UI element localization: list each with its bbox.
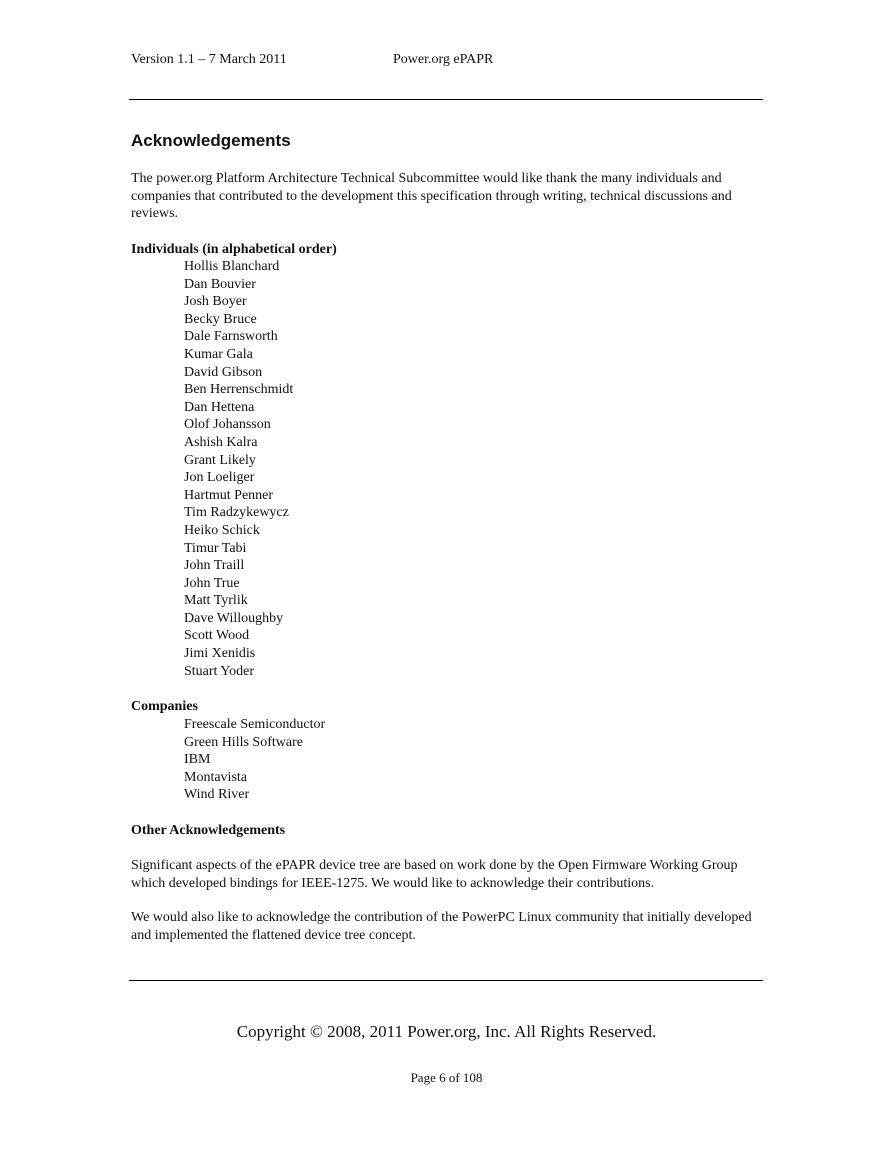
companies-list [184, 716, 325, 804]
individuals-heading: Individuals (in alphabetical order) [131, 242, 337, 257]
list-item: Montavista [184, 769, 247, 785]
footer-rule [129, 980, 763, 981]
other-paragraph-2: We would also like to acknowledge the contribution of the PowerPC Linux community that initially developed and implemented the flattened device tree concept. [131, 910, 752, 943]
intro-paragraph: The power.org Platform Architecture Technical Subcommittee would like thank the many individuals and companies that contributed to the development this specification through writing, technical discussions and reviews. [131, 171, 732, 222]
list-item: Green Hills Software [184, 734, 303, 750]
list-item: Hollis Blanchard [184, 259, 280, 274]
list-item: John Traill [184, 558, 245, 574]
list-item: Stuart Yoder [184, 663, 255, 679]
list-item: Matt Tyrlik [184, 593, 248, 609]
page-number: Page 6 of 108 [410, 1070, 483, 1085]
list-item: David Gibson [184, 364, 263, 380]
list-item: Timur Tabi [184, 540, 247, 556]
list-item: Dan Bouvier [184, 276, 256, 292]
list-item: Dave Willoughby [184, 610, 284, 626]
list-item: IBM [184, 752, 211, 768]
list-item: Grant Likely [184, 452, 256, 468]
list-item: Dan Hettena [184, 399, 255, 415]
copyright-notice: Copyright © 2008, 2011 Power.org, Inc. All Rights Reserved. [236, 1022, 657, 1041]
header-doc-title: Power.org ePAPR [393, 52, 494, 67]
other-acknowledgements-heading: Other Acknowledgements [131, 823, 286, 838]
list-item: Heiko Schick [184, 522, 260, 538]
list-item: Freescale Semiconductor [184, 717, 326, 732]
list-item: Becky Bruce [184, 311, 257, 327]
section-title: Acknowledgements [131, 131, 291, 150]
header-version: Version 1.1 – 7 March 2011 [131, 52, 287, 67]
companies-heading: Companies [131, 699, 198, 714]
list-item: Dale Farnsworth [184, 329, 278, 345]
list-item: Olof Johansson [184, 417, 271, 433]
list-item: Ben Herrenschmidt [184, 382, 294, 398]
individuals-list [184, 258, 293, 680]
list-item: Wind River [184, 787, 250, 803]
other-paragraph-1: Significant aspects of the ePAPR device tree are based on work done by the Open Firmware Working Group which developed bindings for IEEE-1275. We would like to acknowledge their contributions. [131, 858, 738, 891]
list-item: Jon Loeliger [184, 470, 255, 486]
list-item: Ashish Kalra [184, 434, 258, 450]
list-item: Kumar Gala [184, 346, 253, 362]
list-item: Jimi Xenidis [184, 646, 256, 662]
list-item: Hartmut Penner [184, 487, 274, 503]
header-rule [129, 99, 763, 100]
list-item: John True [184, 575, 240, 591]
list-item: Scott Wood [184, 628, 250, 644]
list-item: Tim Radzykewycz [184, 505, 289, 521]
list-item: Josh Boyer [184, 294, 247, 310]
